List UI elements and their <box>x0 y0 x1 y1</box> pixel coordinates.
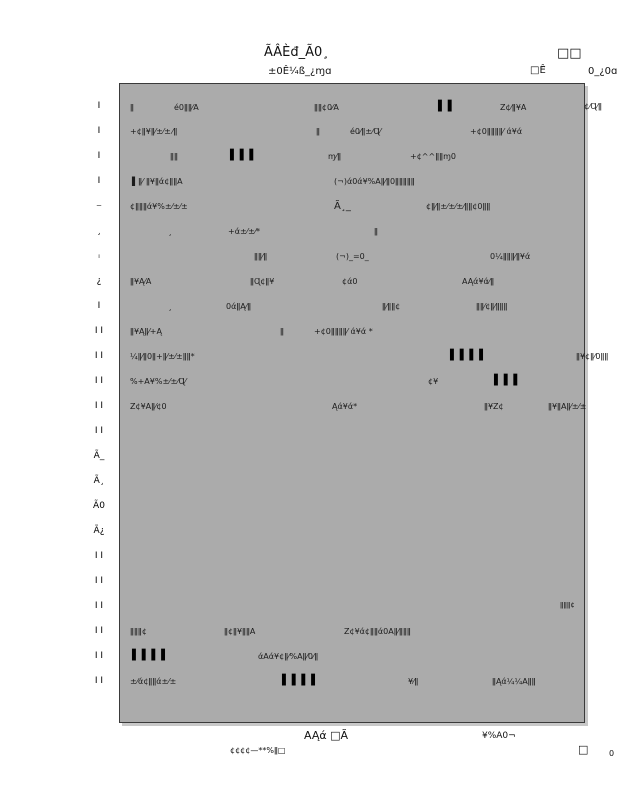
cell: ǁ¢ǁ¥ǁǁA <box>224 627 256 636</box>
margin-mark: I I <box>94 626 104 636</box>
footer-corner-box: □ <box>578 743 589 756</box>
cell: ¢ά0 <box>342 277 358 286</box>
footer-right-label: ¥%A0¬ <box>482 731 516 741</box>
margin-mark: I I <box>94 551 104 561</box>
bar-marks: ▌▌▌ <box>494 375 524 386</box>
margin-mark: Ã¿ <box>93 526 105 536</box>
margin-mark: Ã0 <box>93 501 105 511</box>
cell: ¢ǁǁǁά¥%±⁄±⁄± <box>130 202 188 211</box>
cell: +ά±⁄±⁄* <box>228 227 261 236</box>
overflow-text: ¢⁄Ɋ⁄ǁ <box>584 102 602 111</box>
cell: ǁǁ⁄ǁ <box>254 252 268 261</box>
cell: ǁǁ⁄¢ǁ⁄ǁǁǁ <box>476 302 508 311</box>
cell: ǁǁ <box>170 152 178 161</box>
cell: ±⁄ά¢ǁǁά±⁄± <box>130 677 177 686</box>
content-panel <box>119 83 585 723</box>
bar-marks: ▌▌ <box>438 101 458 112</box>
footer-small-text: ¢¢¢¢—**%ǁ□ <box>230 746 286 755</box>
margin-mark: I <box>97 176 101 186</box>
cell: +¢0ǁǁǁǁ⁄ ά¥ά <box>470 127 523 136</box>
cell: (¬)ά0ά¥%Aǁ⁄ǁ0ǁǁǁǁǁ <box>334 177 415 186</box>
cell: ¸ <box>168 302 172 311</box>
header-right-label-b: 0_¿0ɑ <box>588 66 618 77</box>
margin-mark: I <box>97 126 101 136</box>
margin-mark: I I <box>94 376 104 386</box>
margin-mark: ⎯ <box>96 201 102 211</box>
margin-mark: I I <box>94 576 104 586</box>
header-right-marker: □□ <box>557 46 582 61</box>
margin-mark: I <box>97 101 101 111</box>
cell: ǁ <box>374 227 378 236</box>
cell: ǁǁ¢0⁄A <box>314 103 339 112</box>
cell: άAά¥¢ǁ⁄%Aǁ⁄0⁄ǁ <box>258 652 319 661</box>
margin-mark: I I <box>94 651 104 661</box>
cell: Z¢¥ά¢ǁǁά0Aǁ⁄ǁǁǁ <box>344 627 411 636</box>
cell: ▌ǁ⁄ ǁ¥ǁά¢ǁǁA <box>132 177 183 186</box>
margin-mark: ¸ <box>96 226 102 236</box>
cell: ǁǁǁ¢ <box>130 627 147 636</box>
cell: Ąά¥ά* <box>332 402 358 411</box>
margin-mark: I I <box>94 401 104 411</box>
margin-mark: I <box>97 151 101 161</box>
margin-mark: I I <box>94 351 104 361</box>
cell: 0¼ǁǁǁ⁄ǁ¥ά <box>490 252 531 261</box>
cell: ǁĄά¼¼Aǁǁ <box>492 677 536 686</box>
cell: ɱ⁄ǁ <box>328 152 342 161</box>
margin-mark: Ã_ <box>93 451 105 461</box>
cell: Ã¸_ <box>334 201 351 212</box>
cell: (¬)_=0_ <box>336 252 369 261</box>
margin-mark: I <box>97 301 101 311</box>
bar-marks: ▌▌▌▌ <box>282 675 321 686</box>
footer-center-label: AĄά □Ã <box>304 729 349 742</box>
bar-marks: ▌▌▌ <box>230 150 260 161</box>
cell: +¢0ǁǁǁǁ⁄ ά¥ά * <box>314 327 373 336</box>
cell: ǁ⁄ǁǁ¢ <box>382 302 401 311</box>
margin-mark: ¿ <box>96 276 102 286</box>
side-note: ǁǁǁ¢ <box>560 601 575 609</box>
cell: ǁ¥Z¢ <box>484 402 504 411</box>
cell: Z¢⁄ǁ¥A <box>500 103 527 112</box>
cell: é0ǁǁ⁄A <box>174 103 199 112</box>
cell: ǁɊ¢ǁ¥ <box>250 277 275 286</box>
document-subtitle: ±0Ê¼ß_¿ɱɑ <box>268 66 332 77</box>
footer-corner-zero: 0 <box>609 749 615 758</box>
margin-mark: ᵢ <box>98 251 100 261</box>
cell: ⁄ǁ <box>172 127 178 136</box>
cell: +¢ǁ¥ǁ⁄±⁄± <box>130 127 171 136</box>
margin-mark: I I <box>94 676 104 686</box>
cell: ǁ <box>280 327 284 336</box>
cell: ¥⁄ǁ <box>408 677 419 686</box>
margin-mark: I I <box>94 601 104 611</box>
margin-mark: I I <box>94 326 104 336</box>
header-right-label-a: □Ê̂ <box>530 65 546 76</box>
cell: ǁ¥ǁAǁ⁄±⁄± <box>548 402 587 411</box>
cell: ǁ¥Ą⁄A <box>130 277 152 286</box>
cell: é0⁄ǁ±⁄Ɋ⁄ <box>350 127 381 136</box>
cell: ǁ¥Ąǁ⁄+Ą <box>130 327 162 336</box>
cell: ¼ǁ⁄ǁ0ǁ+ǁ⁄±⁄±ǁǁ* <box>130 352 195 361</box>
cell: 0άǁĄ⁄ǁ <box>226 302 252 311</box>
cell: %+A¥%±⁄±⁄Ɋ⁄ <box>130 377 187 386</box>
margin-mark: I I <box>94 426 104 436</box>
document-title: ÃÂÈđ_Ã0¸ <box>264 45 329 60</box>
bar-marks: ▌▌▌▌ <box>132 650 171 661</box>
overflow-text: ǁ¥¢ǁ⁄0ǁǁ <box>576 352 609 361</box>
cell: ¢¥ <box>428 377 439 386</box>
cell: ǁ <box>316 127 320 136</box>
cell: ¢ǁ⁄ǁ±⁄±⁄±⁄ǁǁ¢0ǁǁ <box>426 202 491 211</box>
bar-marks: ▌▌▌▌ <box>450 350 489 361</box>
cell: +¢^^ǁǁɱ0 <box>410 152 456 161</box>
cell: ¸ <box>168 227 172 236</box>
cell: Z¢¥Aǁ⁄¢0 <box>130 402 167 411</box>
cell: AĄά¥ά⁄ǁ <box>462 277 495 286</box>
margin-mark: Ã¸ <box>93 476 105 486</box>
cell: ǁ <box>130 103 134 112</box>
